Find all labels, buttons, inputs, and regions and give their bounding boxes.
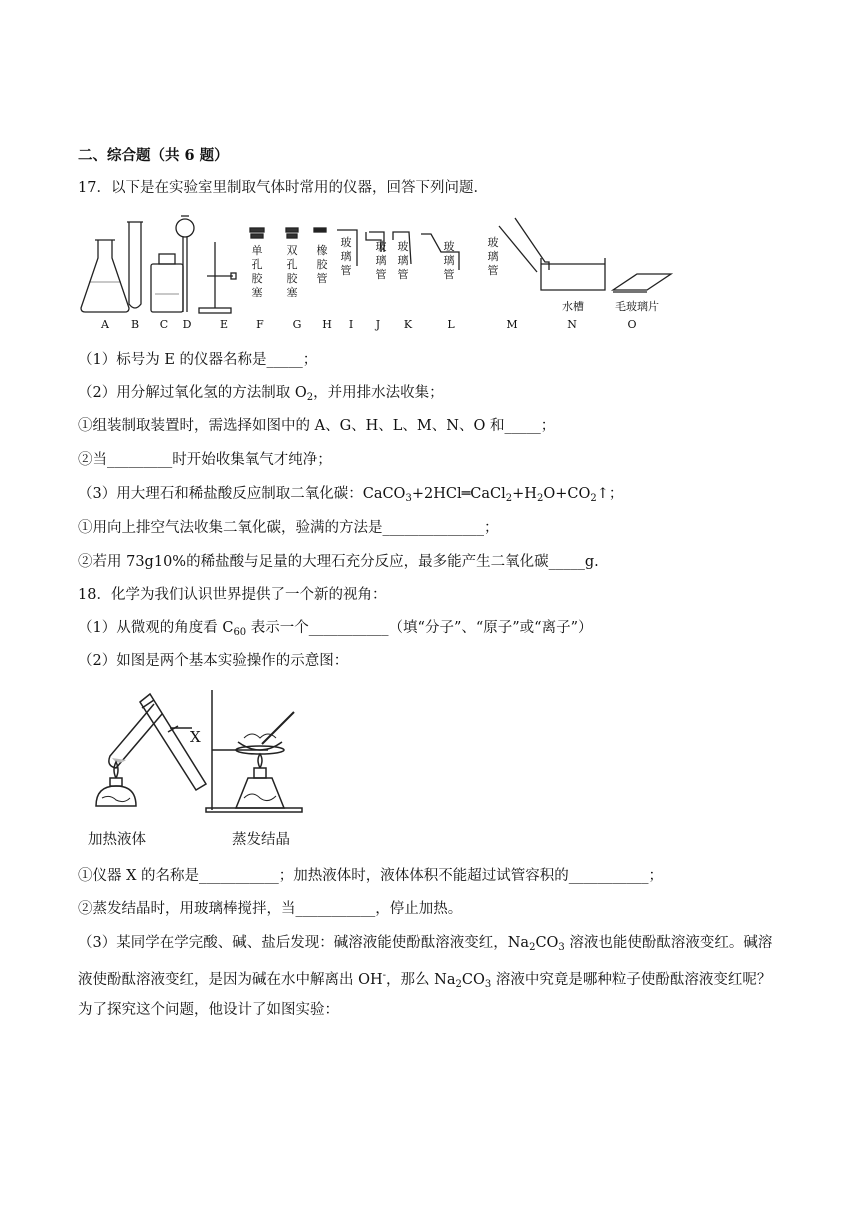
label-g-4: 塞: [286, 286, 298, 299]
rubber-tube-icon: [314, 228, 326, 232]
label-j-2: 璃: [375, 254, 387, 267]
letter-d: D: [182, 318, 192, 331]
letter-o: O: [627, 318, 637, 331]
apparatus-figure: [75, 212, 675, 334]
alcohol-lamp-right-icon: [236, 754, 284, 808]
label-g-1: 双: [286, 244, 298, 257]
label-n: 水槽: [562, 300, 584, 313]
q18-part3-line2: 液使酚酞溶液变红，是因为碱在水中解离出 OH-，那么 $Na_2CO_3$ 溶液中究竟是哪种粒子使酚酞溶液变红呢？: [78, 970, 772, 990]
label-m-2: 璃: [487, 250, 499, 263]
water-trough-icon: [541, 258, 605, 290]
label-m-3: 管: [487, 264, 499, 277]
letter-h: H: [322, 318, 332, 331]
label-g-3: 胶: [286, 272, 298, 285]
iron-stand-icon: [199, 242, 236, 313]
q18-part2-1: ①仪器 X 的名称是___________；加热液体时，液体体积不能超过试管容积的___________；: [78, 868, 664, 884]
glass-plate-icon: [613, 274, 671, 292]
iron-stand-right-icon: [206, 690, 302, 812]
conical-flask-icon: [81, 240, 129, 312]
label-k-2: 璃: [397, 254, 409, 267]
label-f-3: 胶: [251, 272, 263, 285]
caption-evaporation: 蒸发结晶: [232, 832, 290, 848]
letter-i: I: [348, 318, 354, 331]
letter-j: J: [375, 318, 381, 331]
section-title: 二、综合题（共 6 题）: [78, 147, 229, 164]
label-j-3: 管: [375, 268, 387, 281]
letter-b: B: [130, 318, 140, 331]
label-l-1: 玻: [443, 240, 455, 253]
heated-test-tube-icon: [109, 704, 162, 768]
letter-l: L: [447, 318, 455, 331]
q18-part1: （1）从微观的角度看 $C_{60}$ 表示一个___________（填“分子”、“原子”或“离子”）: [78, 620, 593, 638]
q17-part3: （3）用大理石和稀盐酸反应制取二氧化碳：$CaCO_3+2HCl═CaCl_2+H_2O+CO_2↑$；: [78, 486, 624, 504]
label-h-3: 管: [316, 272, 328, 285]
label-k-1: 玻: [397, 240, 409, 253]
letter-n: N: [567, 318, 577, 331]
q18-part3-line3: 为了探究这个问题，他设计了如图实验：: [78, 1002, 339, 1018]
label-l-3: 管: [443, 268, 455, 281]
letter-f: F: [256, 318, 264, 331]
q17-stem: 17．以下是在实验室里制取气体时常用的仪器，回答下列问题．: [78, 180, 488, 196]
label-l-2: 璃: [443, 254, 455, 267]
label-h-1: 橡: [316, 244, 328, 257]
label-i-3: 管: [340, 264, 352, 277]
caption-heating-liquid: 加热液体: [88, 832, 146, 848]
q17-part3-2: ②若用 73g10%的稀盐酸与足量的大理石充分反应，最多能产生二氧化碳_____g.: [78, 554, 599, 570]
q17-part2-2: ②当_________时开始收集氧气才纯净；: [78, 452, 332, 468]
label-i-1: 玻: [340, 236, 352, 249]
test-tube-icon: [127, 222, 143, 308]
q17-part2-1: ①组装制取装置时，需选择如图中的 A、G、H、L、M、N、O 和_____；: [78, 418, 556, 434]
label-h-2: 胶: [316, 258, 328, 271]
label-j-1: 玻: [375, 240, 387, 253]
q18-part3-line1: （3）某同学在学完酸、碱、盐后发现：碱溶液能使酚酞溶液变红，$Na_2CO_3$ 溶液也能使酚酞溶液变红。碱溶: [78, 935, 773, 953]
q17-part1: （1）标号为 E 的仪器名称是_____；: [78, 352, 318, 368]
q18-part2: （2）如图是两个基本实验操作的示意图：: [78, 653, 349, 669]
label-o: 毛玻璃片: [615, 300, 659, 313]
q17-part3-1: ①用向上排空气法收集二氧化碳，验满的方法是______________；: [78, 520, 499, 536]
letter-m: M: [506, 318, 518, 331]
q17-part2: （2）用分解过氧化氢的方法制取 $O_2$，并用排水法收集；: [78, 385, 444, 403]
label-g-2: 孔: [286, 258, 298, 271]
letter-k: K: [403, 318, 413, 331]
label-k-3: 管: [397, 268, 409, 281]
label-f-4: 塞: [251, 286, 263, 299]
label-m-1: 玻: [487, 236, 499, 249]
label-f-2: 孔: [251, 258, 263, 271]
label-i-2: 璃: [340, 250, 352, 263]
reagent-bottle-icon: [151, 254, 183, 312]
letter-e: E: [219, 318, 229, 331]
label-x: X: [190, 728, 201, 746]
experiment-figure: [82, 686, 322, 856]
letter-g: G: [292, 318, 302, 331]
q18-part2-2: ②蒸发结晶时，用玻璃棒搅拌，当___________，停止加热。: [78, 901, 463, 917]
q18-stem: 18．化学为我们认识世界提供了一个新的视角：: [78, 587, 387, 603]
single-hole-stopper-icon: [250, 228, 264, 238]
label-f-1: 单: [251, 244, 263, 257]
letter-c: C: [159, 318, 169, 331]
glass-rod-icon: [262, 712, 294, 744]
letter-a: A: [101, 318, 109, 331]
double-hole-stopper-icon: [286, 228, 298, 238]
